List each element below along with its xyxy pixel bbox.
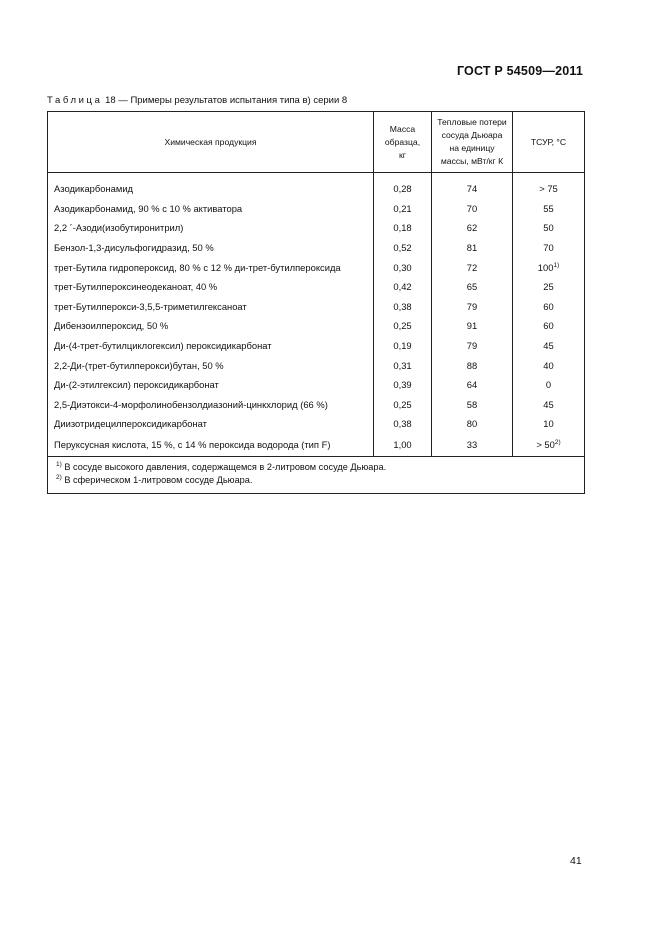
- table-caption-text: 18 — Примеры результатов испытания типа в) серии 8: [102, 95, 348, 106]
- cell-mass-value: 1,00: [393, 439, 412, 451]
- cell-product-value: Бензол-1,3-дисульфогидразид, 50 %: [54, 242, 214, 254]
- cell-heat-loss-value: 79: [466, 300, 478, 312]
- cell-product: [48, 434, 374, 457]
- cell-heat-loss: [432, 355, 513, 375]
- table-row: [48, 257, 585, 277]
- cell-mass: [374, 257, 432, 277]
- cell-mass-value: 0,42: [393, 281, 412, 293]
- cell-product-value: 2,2-Ди-(трет-бутилперокси)бутан, 50 %: [54, 359, 224, 371]
- cell-mass: [374, 179, 432, 199]
- cell-heat-loss: [432, 179, 513, 199]
- cell-product: [48, 257, 374, 277]
- cell-mass-value: 0,52: [393, 242, 412, 254]
- cell-heat-loss-value: 62: [466, 222, 478, 234]
- cell-heat-loss-value: 88: [466, 359, 478, 371]
- footnote-2-text: В сферическом 1-литровом сосуде Дьюара.: [61, 474, 253, 485]
- cell-heat-loss: [432, 336, 513, 356]
- cell-heat-loss: [432, 395, 513, 415]
- cell-product-value: Азодикарбонамид: [54, 183, 134, 195]
- table-row: [48, 375, 585, 395]
- cell-mass: [374, 355, 432, 375]
- cell-tsur: [513, 238, 585, 258]
- cell-mass: [374, 218, 432, 238]
- footnote-2: [56, 474, 576, 487]
- footnote-1: [56, 461, 576, 474]
- cell-heat-loss: [432, 277, 513, 297]
- cell-heat-loss: [432, 218, 513, 238]
- cell-tsur-value: 40: [543, 359, 554, 371]
- footnotes-cell: [48, 456, 585, 493]
- cell-product: [48, 218, 374, 238]
- cell-tsur: [513, 395, 585, 415]
- cell-heat-loss-value: 79: [466, 340, 478, 352]
- footnote-2-mark: 2): [56, 473, 62, 481]
- cell-heat-loss: [432, 257, 513, 277]
- cell-heat-loss-value: 81: [466, 242, 478, 254]
- cell-heat-loss: [432, 238, 513, 258]
- cell-tsur: [513, 179, 585, 199]
- table-row: [48, 238, 585, 258]
- table-caption: [47, 95, 347, 106]
- cell-mass: [374, 316, 432, 336]
- table-row: [48, 414, 585, 434]
- cell-product-value: Дибензоилпероксид, 50 %: [54, 320, 169, 332]
- cell-tsur-value: 45: [543, 340, 554, 352]
- cell-heat-loss: [432, 434, 513, 457]
- cell-product-value: Ди-(4-трет-бутилциклогексил) пероксидикарбонат: [54, 340, 272, 352]
- cell-heat-loss-value: 33: [466, 439, 478, 451]
- cell-mass-value: 0,18: [393, 222, 412, 234]
- table-row: [48, 179, 585, 199]
- cell-heat-loss-value: 58: [466, 398, 478, 410]
- cell-tsur-value: > 75: [539, 183, 558, 195]
- cell-tsur: [513, 297, 585, 317]
- cell-mass: [374, 238, 432, 258]
- cell-product-value: Ди-(2-этилгексил) пероксидикарбонат: [54, 379, 219, 391]
- table-row: [48, 395, 585, 415]
- column-header-tsur: ТСУР, °С: [513, 112, 585, 173]
- cell-heat-loss: [432, 316, 513, 336]
- cell-mass: [374, 297, 432, 317]
- table-row: [48, 355, 585, 375]
- cell-product-value: трет-Бутилперокси-3,5,5-триметилгексаноат: [54, 300, 247, 312]
- footnote-1-text: В сосуде высокого давления, содержащемся в 2-литровом сосуде Дьюара.: [61, 461, 387, 472]
- cell-heat-loss-value: 72: [466, 261, 478, 273]
- cell-product: [48, 238, 374, 258]
- cell-product: [48, 316, 374, 336]
- cell-mass: [374, 375, 432, 395]
- cell-product: [48, 199, 374, 219]
- cell-tsur-value: 60: [543, 300, 554, 312]
- cell-tsur-value: 70: [543, 242, 554, 254]
- cell-product: [48, 355, 374, 375]
- column-header-mass: [374, 112, 432, 173]
- cell-tsur: [513, 414, 585, 434]
- cell-heat-loss: [432, 297, 513, 317]
- cell-tsur-value: 55: [543, 202, 554, 214]
- cell-product: [48, 179, 374, 199]
- cell-mass-value: 0,19: [393, 340, 412, 352]
- cell-mass-value: 0,38: [393, 300, 412, 312]
- cell-tsur: [513, 355, 585, 375]
- cell-product: [48, 395, 374, 415]
- cell-product: [48, 336, 374, 356]
- tsur-footnote-mark: 2): [554, 439, 561, 447]
- results-table: [47, 111, 585, 494]
- cell-tsur-value: 25: [543, 281, 554, 293]
- table-row: [48, 199, 585, 219]
- cell-product-value: Перуксусная кислота, 15 %, с 14 % пероксида водорода (тип F): [54, 439, 331, 451]
- table-caption-label: Таблица: [47, 95, 103, 106]
- cell-tsur-value: > 50: [536, 439, 555, 451]
- cell-mass: [374, 336, 432, 356]
- column-header-mass-text: Масса образца, кг: [384, 123, 421, 160]
- cell-heat-loss-value: 64: [466, 379, 478, 391]
- cell-mass: [374, 277, 432, 297]
- cell-tsur-value: 60: [543, 320, 554, 332]
- table-row: [48, 336, 585, 356]
- footnote-1-mark: 1): [56, 460, 62, 468]
- cell-mass-value: 0,30: [393, 261, 412, 273]
- cell-product: [48, 414, 374, 434]
- table-row: [48, 277, 585, 297]
- cell-mass-value: 0,21: [393, 202, 412, 214]
- cell-tsur: [513, 277, 585, 297]
- table-row: [48, 434, 585, 457]
- column-header-heat-loss: [432, 112, 513, 173]
- cell-mass-value: 0,31: [393, 359, 412, 371]
- column-header-product: Химическая продукция: [48, 112, 374, 173]
- cell-tsur: [513, 336, 585, 356]
- page-number: 41: [570, 855, 582, 867]
- cell-mass-value: 0,39: [393, 379, 412, 391]
- cell-heat-loss-value: 80: [466, 418, 478, 430]
- cell-heat-loss: [432, 199, 513, 219]
- cell-heat-loss-value: 70: [466, 202, 478, 214]
- cell-tsur-value: 10: [543, 418, 554, 430]
- cell-mass: [374, 395, 432, 415]
- cell-product: [48, 297, 374, 317]
- cell-tsur-value: 50: [543, 222, 554, 234]
- cell-product-value: Азодикарбонамид, 90 % с 10 % активатора: [54, 202, 243, 214]
- cell-mass-value: 0,25: [393, 398, 412, 410]
- table-row: [48, 218, 585, 238]
- cell-mass: [374, 199, 432, 219]
- cell-heat-loss-value: 74: [466, 183, 478, 195]
- cell-heat-loss: [432, 375, 513, 395]
- cell-mass: [374, 414, 432, 434]
- cell-mass-value: 0,38: [393, 418, 412, 430]
- table-row: [48, 316, 585, 336]
- cell-tsur: [513, 199, 585, 219]
- table-row: [48, 297, 585, 317]
- cell-tsur-value: 0: [545, 379, 552, 391]
- cell-tsur: [513, 434, 585, 457]
- cell-product-value: трет-Бутилпероксинеодеканоат, 40 %: [54, 281, 218, 293]
- cell-mass: [374, 434, 432, 457]
- column-header-heat-loss-text: Тепловые потери сосуда Дьюара на единицу массы, мВт/кг К: [437, 117, 507, 166]
- cell-tsur: [513, 257, 585, 277]
- cell-product-value: Диизотридецилпероксидикарбонат: [54, 418, 207, 430]
- cell-product-value: 2,2 ´-Азоди(изобутиронитрил): [54, 222, 184, 234]
- cell-heat-loss-value: 91: [466, 320, 478, 332]
- cell-mass-value: 0,25: [393, 320, 412, 332]
- cell-tsur: [513, 218, 585, 238]
- cell-heat-loss: [432, 414, 513, 434]
- table-body: [48, 179, 585, 456]
- standard-designation: ГОСТ Р 54509—2011: [456, 64, 583, 78]
- cell-product-value: трет-Бутила гидропероксид, 80 % с 12 % ди-трет-бутилпероксида: [54, 261, 341, 273]
- cell-tsur: [513, 375, 585, 395]
- cell-tsur: [513, 316, 585, 336]
- table-header-row: [48, 112, 585, 173]
- cell-product-value: 2,5-Диэтокси-4-морфолинобензолдиазоний-цинкхлорид (66 %): [54, 398, 328, 410]
- cell-mass-value: 0,28: [393, 183, 412, 195]
- cell-heat-loss-value: 65: [466, 281, 478, 293]
- tsur-footnote-mark: 1): [553, 261, 560, 269]
- cell-product: [48, 375, 374, 395]
- footnotes-row: [48, 456, 585, 493]
- cell-product: [48, 277, 374, 297]
- cell-tsur-value: 45: [543, 398, 554, 410]
- cell-tsur-value: 100: [537, 261, 554, 273]
